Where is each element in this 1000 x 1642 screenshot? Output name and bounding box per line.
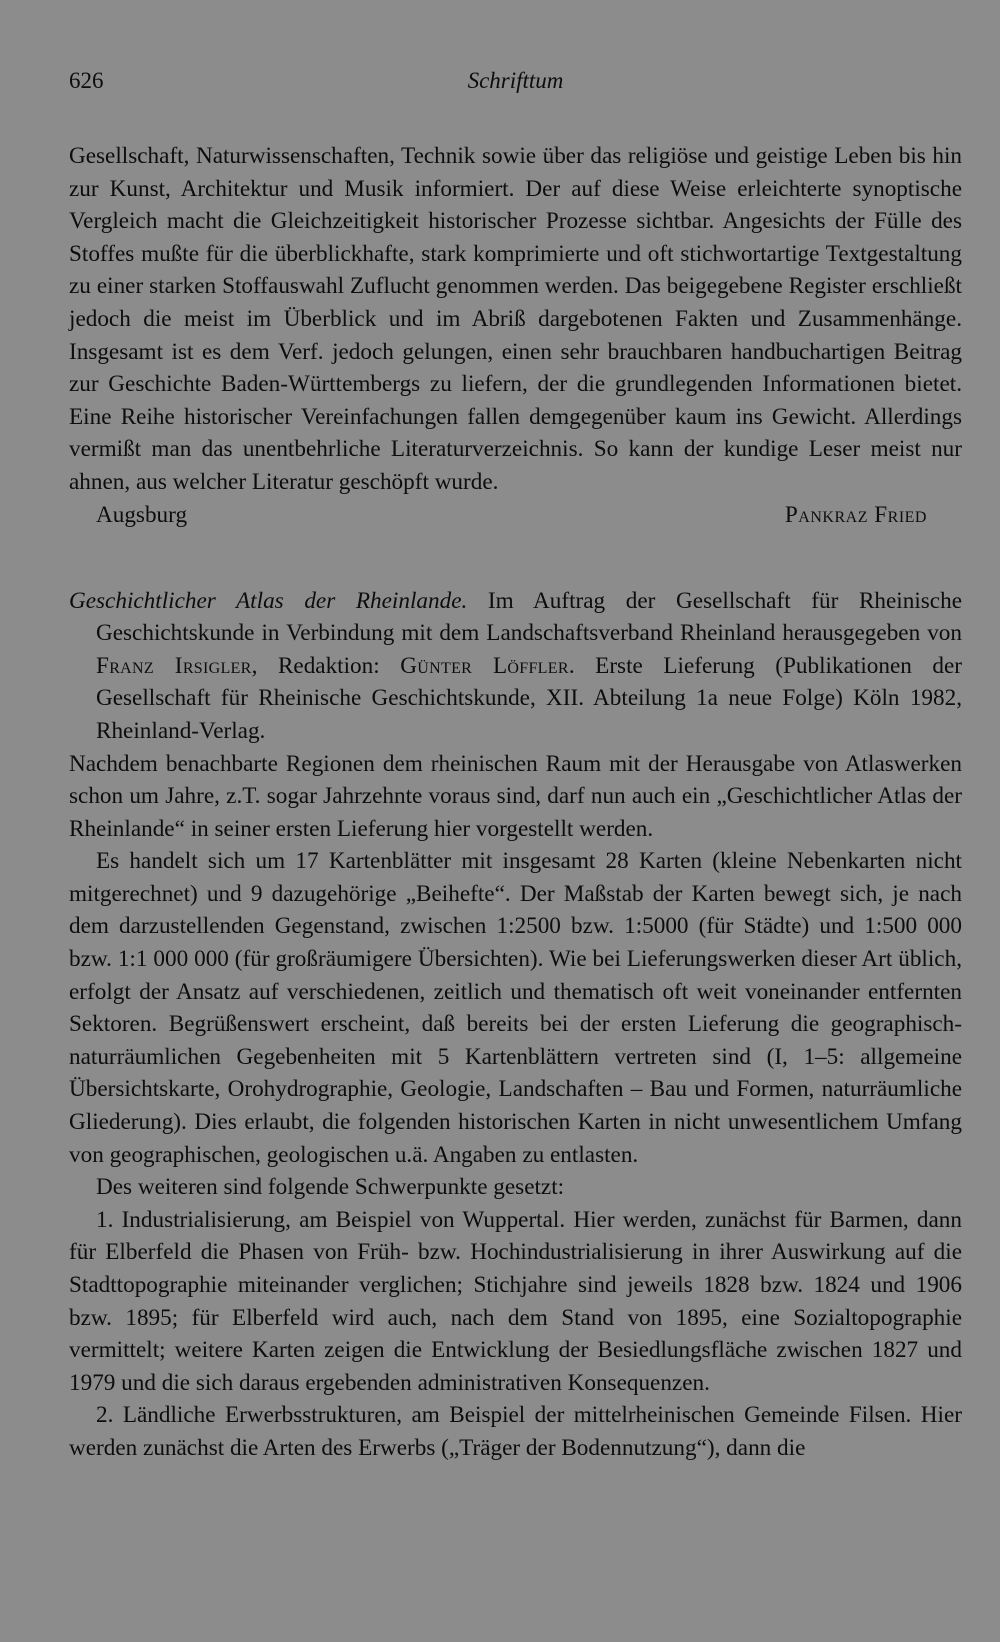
paragraph: Des weiteren sind folgende Schwerpunkte gesetzt: <box>96 1174 565 1201</box>
reviewer-place: Augsburg <box>96 501 188 528</box>
paragraph: 1. Industrialisierung, am Beispiel von Wuppertal. Hier werden, zunächst für Barmen, dann für Elberfeld die Phasen von Früh- bzw. Hochindustrialisierung in ihrer Auswirkung auf die Stadttopographie miteinander verglichen; Stichjahre sind jeweils 1828 bzw. 1824 und 1906 bzw. 1895; für Elberfeld wird auch, nach dem Stand von 1895, eine Sozialtopographie vermittelt; weitere Karten zeigen die Entwicklung der Besiedlungsfläche zwischen 1827 und 1979 und die sich daraus ergebenden administrativen Konsequenzen. <box>69 1206 962 1396</box>
paragraph: 2. Ländliche Erwerbsstrukturen, am Beispiel der mittelrheinischen Gemeinde Filsen. Hier werden zunächst die Arten des Erwerbs („Träger der Bodennutzung“), dann die <box>69 1402 962 1461</box>
citation-text: , Redaktion: <box>251 652 401 679</box>
book-citation <box>69 585 962 748</box>
citation-text: . Erste Lieferung (Publikationen der Gesellschaft für Rheinische Geschichtskunde, XII. Abteilung 1a neue Folge) Köln 1982, Rheinland-Verlag. <box>96 652 962 744</box>
reviewer-name: Pankraz Fried <box>784 501 927 528</box>
paragraph: Nachdem benachbarte Regionen dem rheinischen Raum mit der Herausgabe von Atlaswerken schon um Jahre, z.T. sogar Jahrzehnte voraus sind, darf nun auch ein „Geschichtlicher Atlas der Rheinlande“ in seiner ersten Lieferung hier vorgestellt werden. <box>69 750 962 842</box>
citation-text: Im Auftrag der Gesellschaft für Rheinische Geschichtskunde in Verbindung mit dem Landschaftsverband Rheinland herausgegeben von <box>96 587 962 647</box>
review-signature <box>69 499 962 533</box>
page-number: 626 <box>69 68 104 93</box>
review-body-continued: Gesellschaft, Naturwissenschaften, Technik sowie über das religiöse und geistige Leben bis hin zur Kunst, Architektur und Musik informiert. Der auf diese Weise erleichterte synoptische Vergleich macht die Gleichzeitigkeit historischer Prozesse sichtbar. Angesichts der Fülle des Stoffes mußte für die überblickhafte, stark komprimierte und oft stichwortartige Textgestaltung zu einer starken Stoffauswahl Zuflucht genommen werden. Das beigegebene Register erschließt jedoch die meist im Überblick und im Abriß dargebotenen Fakten und Zusammenhänge. Insgesamt ist es dem Verf. jedoch gelungen, einen sehr brauchbaren handbuchartigen Beitrag zur Geschichte Baden-Württembergs zu liefern, der die grundlegenden Informationen bietet. Eine Reihe historischer Vereinfachungen fallen demgegenüber kaum ins Gewicht. Allerdings vermißt man das unentbehrliche Literaturverzeichnis. So kann der kundige Leser meist nur ahnen, aus welcher Literatur geschöpft wurde. <box>69 143 962 495</box>
paragraph: Es handelt sich um 17 Kartenblätter mit insgesamt 28 Karten (kleine Nebenkarten nicht mitgerechnet) und 9 dazugehörige „Beihefte“. Der Maßstab der Karten bewegt sich, je nach dem darzustellenden Gegenstand, zwischen 1:2500 bzw. 1:5000 (für Städte) und 1:500 000 bzw. 1:1 000 000 (für großräumigere Übersichten). Wie bei Lieferungswerken dieser Art üblich, erfolgt der Ansatz auf verschiedenen, zeitlich und thematisch oft weit voneinander entfernten Sektoren. Begrüßenswert erscheint, daß bereits bei der ersten Lieferung die geographisch-naturräumlichen Gegebenheiten mit 5 Kartenblättern vertreten sind (I, 1–5: allgemeine Übersichtskarte, Orohydrographie, Geologie, Landschaften – Bau und Formen, naturräumliche Gliederung). Dies erlaubt, die folgenden historischen Karten in nicht unwesentlichem Umfang von geographischen, geologischen u.ä. Angaben zu entlasten. <box>69 848 962 1168</box>
redaktion-name: Günter Löffler <box>400 652 569 679</box>
editor-name: Franz Irsigler <box>96 652 252 679</box>
book-title: Geschichtlicher Atlas der Rheinlande. <box>69 587 468 614</box>
page <box>69 60 962 1465</box>
running-head <box>69 60 962 100</box>
section-title: Schrifttum <box>467 68 564 93</box>
